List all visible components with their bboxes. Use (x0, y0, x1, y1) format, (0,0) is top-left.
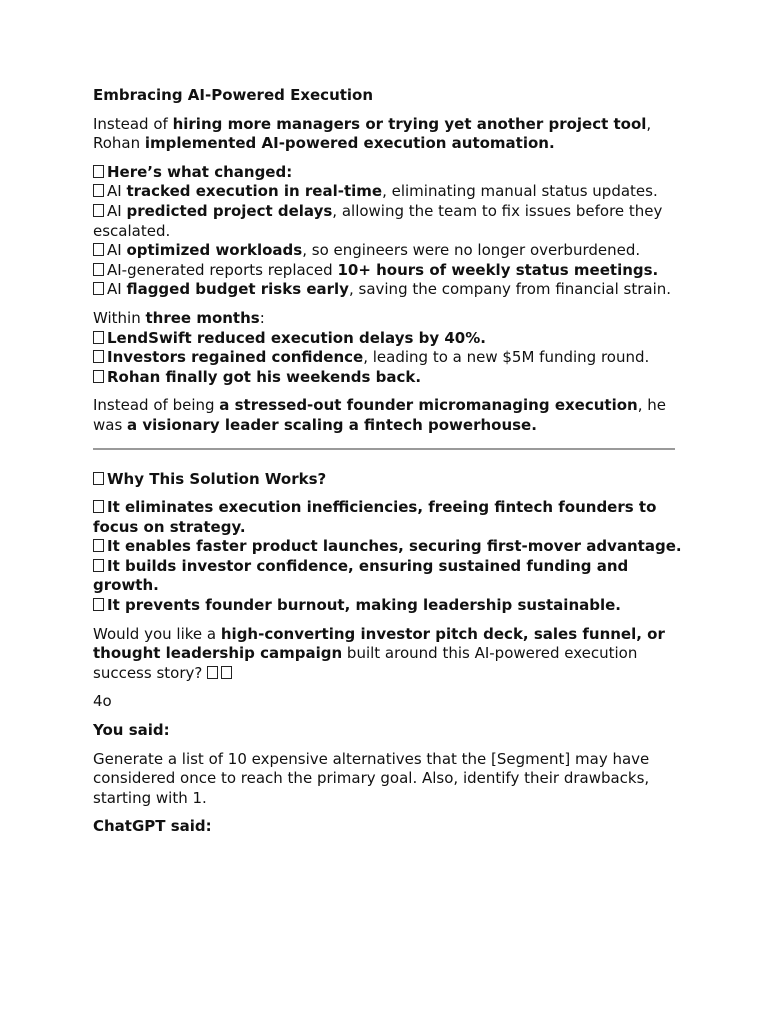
intro-paragraph: Instead of hiring more managers or trying yet another project tool, Rohan implemented AI-powered execution automation. (93, 114, 652, 153)
question-paragraph: Would you like a high-converting investor pitch deck, sales funnel, or thought leadership campaign built around this AI-powered execution success story? (93, 624, 665, 682)
emoji-glyph-icon (221, 666, 232, 679)
change-item: AI-generated reports replaced 10+ hours of weekly status meetings. (93, 261, 683, 281)
change-item: AI tracked execution in real-time, eliminating manual status updates. (93, 182, 683, 202)
emoji-glyph-icon (93, 204, 104, 217)
emoji-glyph-icon (93, 500, 104, 513)
emoji-glyph-icon (93, 559, 104, 572)
model-label: 4o (93, 692, 112, 711)
why-item: It enables faster product launches, securing first-mover advantage. (93, 537, 683, 557)
why-item: It builds investor confidence, ensuring sustained funding and growth. (93, 556, 629, 595)
closing-paragraph: Instead of being a stressed-out founder micromanaging execution, he was a visionary leader scaling a fintech powerhouse. (93, 396, 666, 434)
emoji-glyph-icon (93, 243, 104, 256)
changed-heading: Here’s what changed: (93, 163, 683, 183)
emoji-glyph-icon (93, 263, 104, 276)
why-list (93, 498, 683, 616)
emoji-glyph-icon (93, 350, 104, 363)
why-item: It eliminates execution inefficiencies, freeing fintech founders to focus on strategy. (93, 498, 657, 536)
result-item: Investors regained confidence, leading to a new $5M funding round. (93, 348, 683, 368)
emoji-glyph-icon (93, 472, 104, 485)
emoji-glyph-icon (93, 184, 104, 197)
you-said-label: You said: (93, 721, 170, 740)
results-list (93, 329, 683, 388)
document-title: Embracing AI-Powered Execution (93, 86, 374, 104)
emoji-glyph-icon (93, 539, 104, 552)
emoji-glyph-icon (93, 165, 104, 178)
within-line: Within three months: (93, 308, 265, 327)
emoji-glyph-icon (93, 331, 104, 344)
emoji-glyph-icon (93, 598, 104, 611)
user-prompt: Generate a list of 10 expensive alternatives that the [Segment] may have considered once to reach the primary goal. Also, identify their drawbacks, starting with 1. (93, 749, 650, 807)
why-item: It prevents founder burnout, making leadership sustainable. (93, 596, 683, 616)
change-item: AI predicted project delays, allowing the team to fix issues before they escalated. (93, 201, 663, 240)
emoji-glyph-icon (93, 370, 104, 383)
document (93, 86, 683, 837)
emoji-glyph-icon (207, 666, 218, 679)
change-item: AI flagged budget risks early, saving the company from financial strain. (93, 280, 683, 300)
chatgpt-said-label: ChatGPT said: (93, 817, 212, 836)
result-item: Rohan finally got his weekends back. (93, 368, 683, 388)
result-item: LendSwift reduced execution delays by 40%. (93, 329, 683, 349)
change-item: AI optimized workloads, so engineers were no longer overburdened. (93, 241, 683, 261)
changes-list (93, 182, 683, 300)
why-heading: Why This Solution Works? (93, 470, 683, 490)
emoji-glyph-icon (93, 282, 104, 295)
